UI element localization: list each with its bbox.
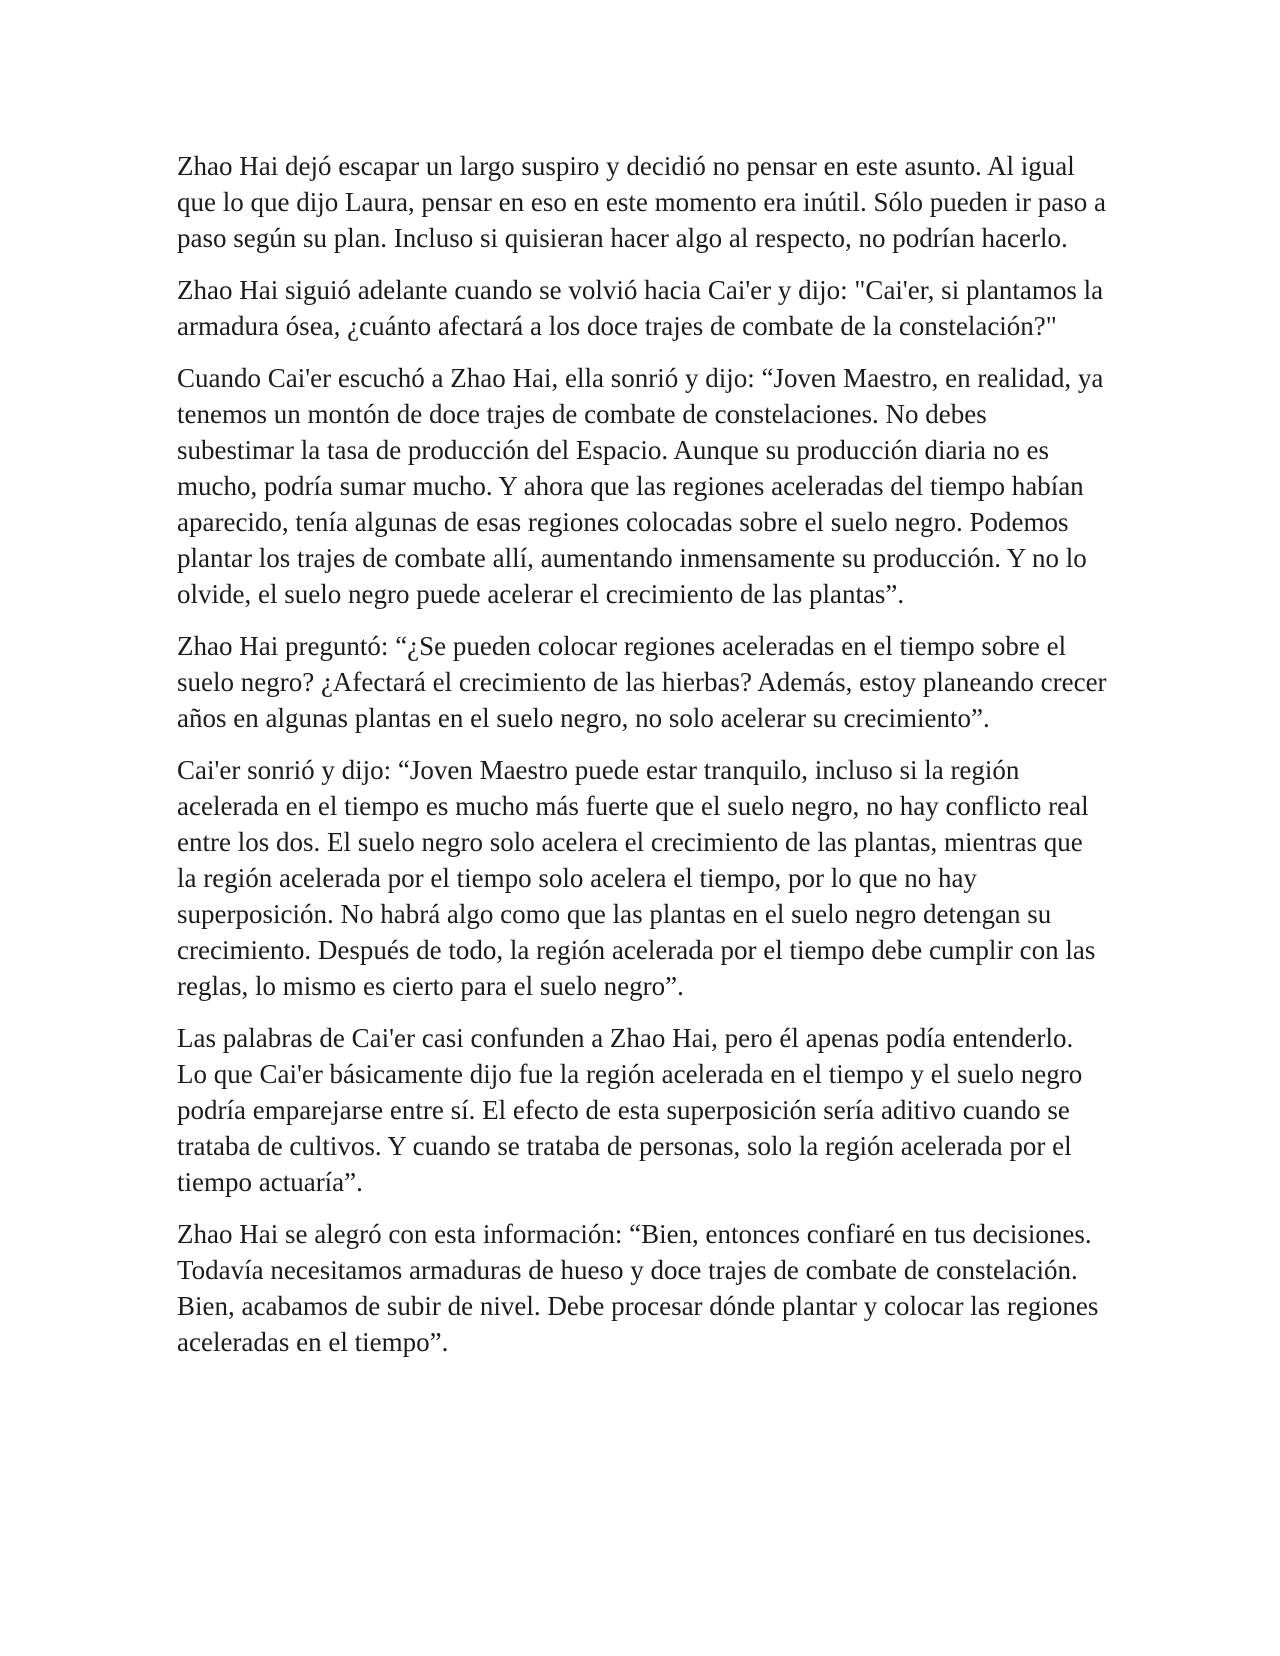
paragraph-1: Zhao Hai dejó escapar un largo suspiro y decidió no pensar en este asunto. Al igual que lo que dijo Laura, pensar en eso en este momento era inútil. Sólo pueden ir paso a paso según su plan. Incluso si quisieran hacer algo al respecto, no podrían hacerlo. [177, 151, 1106, 253]
paragraph-2: Zhao Hai siguió adelante cuando se volvió hacia Cai'er y dijo: "Cai'er, si plantamos la armadura ósea, ¿cuánto afectará a los doce trajes de combate de la constelación?" [177, 275, 1104, 341]
paragraph-4: Zhao Hai preguntó: “¿Se pueden colocar regiones aceleradas en el tiempo sobre el suelo negro? ¿Afectará el crecimiento de las hierbas? Además, estoy planeando crecer años en algunas plantas en el suelo negro, no solo acelerar su crecimiento”. [177, 631, 1107, 733]
document-body [177, 148, 1107, 1376]
paragraph-6: Las palabras de Cai'er casi confunden a Zhao Hai, pero él apenas podía entenderlo. Lo que Cai'er básicamente dijo fue la región acelerada en el tiempo y el suelo negro podría emparejarse entre sí. El efecto de esta superposición sería aditivo cuando se trataba de cultivos. Y cuando se trataba de personas, solo la región acelerada por el tiempo actuaría”. [177, 1023, 1083, 1197]
paragraph-3: Cuando Cai'er escuchó a Zhao Hai, ella sonrió y dijo: “Joven Maestro, en realidad, ya tenemos un montón de doce trajes de combate de constelaciones. No debes subestimar la tasa de producción del Espacio. Aunque su producción diaria no es mucho, podría sumar mucho. Y ahora que las regiones aceleradas del tiempo habían aparecido, tenía algunas de esas regiones colocadas sobre el suelo negro. Podemos plantar los trajes de combate allí, aumentando inmensamente su producción. Y no lo olvide, el suelo negro puede acelerar el crecimiento de las plantas”. [177, 363, 1104, 609]
paragraph-5: Cai'er sonrió y dijo: “Joven Maestro puede estar tranquilo, incluso si la región acelerada en el tiempo es mucho más fuerte que el suelo negro, no hay conflicto real entre los dos. El suelo negro solo acelera el crecimiento de las plantas, mientras que la región acelerada por el tiempo solo acelera el tiempo, por lo que no hay superposición. No habrá algo como que las plantas en el suelo negro detengan su crecimiento. Después de todo, la región acelerada por el tiempo debe cumplir con las reglas, lo mismo es cierto para el suelo negro”. [177, 755, 1096, 1001]
paragraph-7: Zhao Hai se alegró con esta información: “Bien, entonces confiaré en tus decisiones. Todavía necesitamos armaduras de hueso y doce trajes de combate de constelación. Bien, acabamos de subir de nivel. Debe procesar dónde plantar y colocar las regiones aceleradas en el tiempo”. [177, 1219, 1099, 1357]
